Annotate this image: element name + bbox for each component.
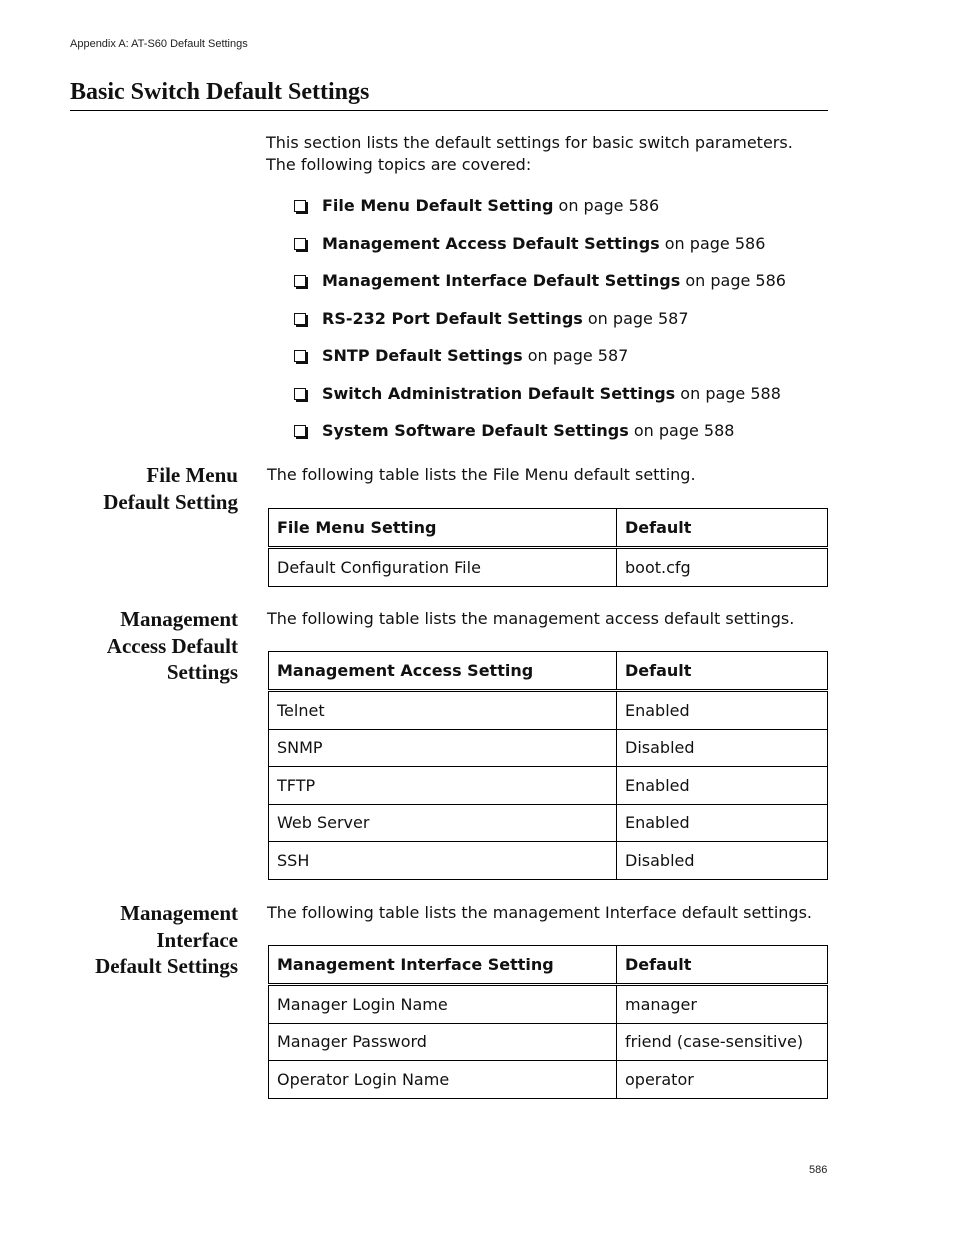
management-interface-table xyxy=(268,945,828,1099)
topic-link[interactable]: Management Interface Default Settings xyxy=(322,271,681,290)
column-header: Management Interface Setting xyxy=(269,946,617,985)
topic-page-ref: on page 588 xyxy=(680,383,781,403)
default-cell: manager xyxy=(617,985,828,1024)
setting-cell: TFTP xyxy=(269,767,617,805)
default-cell: operator xyxy=(617,1061,828,1099)
table-row xyxy=(269,1023,828,1061)
setting-cell: Telnet xyxy=(269,691,617,730)
checkbox-bullet-icon xyxy=(294,388,306,400)
setting-cell: SSH xyxy=(269,842,617,880)
heading-line: Management xyxy=(120,901,238,925)
table-header-row xyxy=(269,509,828,548)
setting-cell: Manager Login Name xyxy=(269,985,617,1024)
heading-line: Management xyxy=(120,607,238,631)
default-cell: Enabled xyxy=(617,691,828,730)
default-cell: Disabled xyxy=(617,842,828,880)
topic-item[interactable] xyxy=(294,306,786,344)
setting-cell: Web Server xyxy=(269,804,617,842)
checkbox-bullet-icon xyxy=(294,275,306,287)
topic-page-ref: on page 586 xyxy=(685,271,786,290)
page-number: 586 xyxy=(809,1164,828,1176)
checkbox-bullet-icon xyxy=(294,200,306,212)
page-title: Basic Switch Default Settings xyxy=(70,79,370,105)
topic-item[interactable] xyxy=(294,231,786,269)
column-header: Management Access Setting xyxy=(269,652,617,691)
setting-cell: SNMP xyxy=(269,729,617,767)
section-heading-management-interface xyxy=(60,900,238,980)
table-row xyxy=(269,691,828,730)
heading-line: Default Settings xyxy=(95,954,238,978)
intro-paragraph: This section lists the default settings for basic switch parameters. The following topics are covered: xyxy=(266,133,793,174)
heading-line: Interface xyxy=(156,927,238,952)
topic-page-ref: on page 588 xyxy=(633,421,735,440)
heading-line: Default Setting xyxy=(103,489,238,514)
heading-line: Settings xyxy=(166,660,238,684)
checkbox-bullet-icon xyxy=(294,238,306,250)
topic-list xyxy=(294,193,786,456)
checkbox-bullet-icon xyxy=(294,425,306,437)
section-lead-file-menu: The following table lists the File Menu default setting. xyxy=(267,465,696,484)
table-row xyxy=(269,548,828,587)
default-cell: Enabled xyxy=(617,767,828,805)
heading-line: File Menu xyxy=(146,463,238,487)
topic-link[interactable]: System Software Default Settings xyxy=(322,421,629,440)
default-cell: Enabled xyxy=(617,804,828,842)
section-lead-management-access: The following table lists the management access default settings. xyxy=(267,609,795,628)
topic-page-ref: on page 587 xyxy=(587,308,689,328)
topic-link[interactable]: Management Access Default Settings xyxy=(322,233,660,253)
checkbox-bullet-icon xyxy=(294,313,306,325)
topic-item[interactable] xyxy=(294,381,786,419)
management-access-table xyxy=(268,651,828,880)
setting-cell: Default Configuration File xyxy=(269,548,617,587)
section-heading-file-menu xyxy=(60,462,238,515)
default-cell: boot.cfg xyxy=(617,548,828,587)
table-header-row xyxy=(269,946,828,985)
topic-item[interactable] xyxy=(294,343,786,381)
table-header-row xyxy=(269,652,828,691)
table-row xyxy=(269,1061,828,1099)
topic-page-ref: on page 587 xyxy=(527,346,629,365)
topic-link[interactable]: RS-232 Port Default Settings xyxy=(322,308,583,328)
title-rule xyxy=(70,110,828,111)
topic-item[interactable] xyxy=(294,193,786,231)
topic-link[interactable]: Switch Administration Default Settings xyxy=(322,383,676,403)
table-row xyxy=(269,767,828,805)
topic-page-ref: on page 586 xyxy=(558,196,660,215)
topic-link[interactable]: File Menu Default Setting xyxy=(322,196,554,215)
heading-line: Access Default xyxy=(106,633,238,658)
default-cell: Disabled xyxy=(617,729,828,767)
table-row xyxy=(269,804,828,842)
table-row xyxy=(269,729,828,767)
checkbox-bullet-icon xyxy=(294,350,306,362)
topic-link[interactable]: SNTP Default Settings xyxy=(322,346,523,365)
topic-page-ref: on page 586 xyxy=(664,233,766,253)
setting-cell: Operator Login Name xyxy=(269,1061,617,1099)
running-header: Appendix A: AT-S60 Default Settings xyxy=(70,38,248,50)
default-cell: friend (case-sensitive) xyxy=(617,1023,828,1061)
column-header: Default xyxy=(617,652,828,691)
column-header: Default xyxy=(617,946,828,985)
section-heading-management-access xyxy=(60,606,238,686)
column-header: File Menu Setting xyxy=(269,509,617,548)
table-row xyxy=(269,842,828,880)
table-row xyxy=(269,985,828,1024)
topic-item[interactable] xyxy=(294,418,786,456)
setting-cell: Manager Password xyxy=(269,1023,617,1061)
section-lead-management-interface: The following table lists the management Interface default settings. xyxy=(267,903,812,922)
column-header: Default xyxy=(617,509,828,548)
topic-item[interactable] xyxy=(294,268,786,306)
file-menu-table xyxy=(268,508,828,587)
